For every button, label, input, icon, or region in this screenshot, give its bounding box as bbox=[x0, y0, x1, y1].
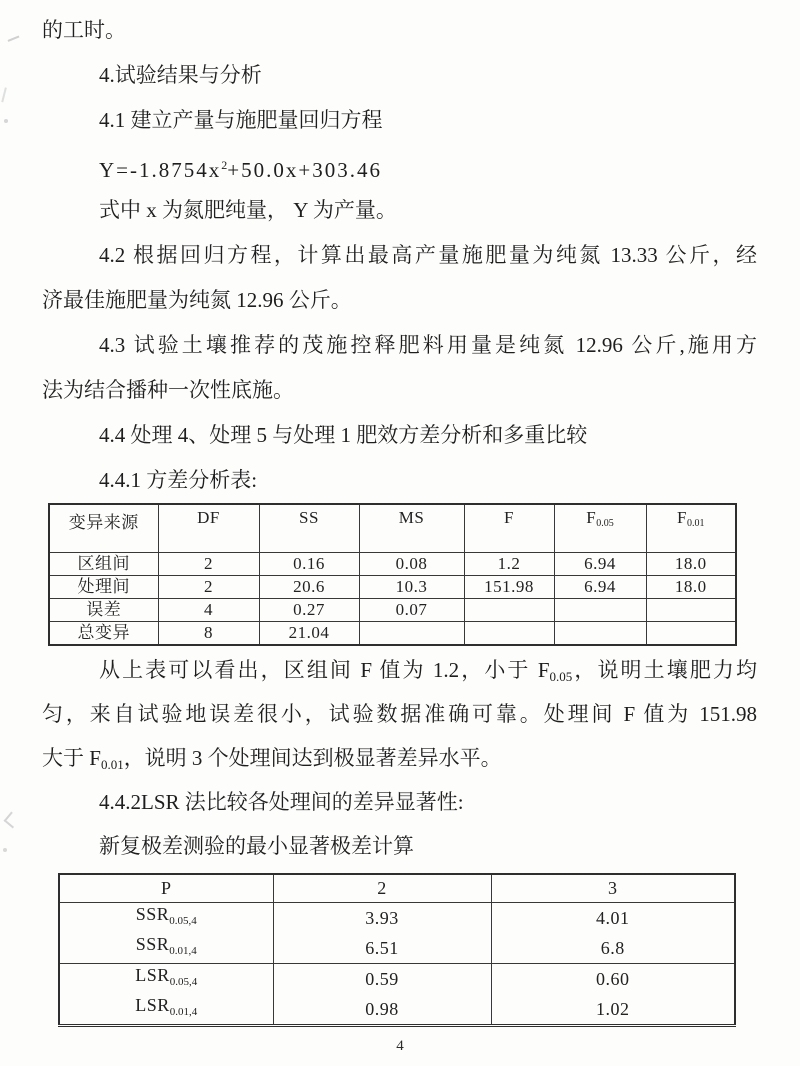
table-cell: 3.93 bbox=[273, 903, 491, 934]
section-4-2-line2: 济最佳施肥量为纯氮 12.96 公斤。 bbox=[42, 288, 352, 312]
row-label: LSR bbox=[135, 995, 170, 1015]
scan-artifact bbox=[4, 812, 21, 829]
section-4-4-2-heading: 4.4.2LSR 法比较各处理间的差异显著性: bbox=[99, 790, 464, 814]
section-4-4-heading: 4.4 处理 4、处理 5 与处理 1 肥效方差分析和多重比较 bbox=[99, 423, 588, 447]
row-label-subscript: 0.05,4 bbox=[169, 976, 198, 988]
table-cell: 0.07 bbox=[359, 599, 464, 622]
scan-artifact bbox=[5, 28, 20, 42]
table-row bbox=[59, 933, 735, 964]
table-cell: 6.51 bbox=[273, 933, 491, 964]
table-cell: 18.0 bbox=[646, 553, 736, 576]
table-cell: 1.2 bbox=[464, 553, 554, 576]
table-cell bbox=[464, 599, 554, 622]
table-cell bbox=[554, 622, 646, 646]
table-cell: 误差 bbox=[49, 599, 158, 622]
row-label-subscript: 0.01,4 bbox=[169, 1006, 198, 1018]
equation-note: 式中 x 为氮肥纯量， Y 为产量。 bbox=[99, 198, 397, 222]
anova-header-f005 bbox=[554, 504, 646, 553]
table-row bbox=[59, 994, 735, 1026]
analysis-line1 bbox=[42, 648, 757, 692]
analysis-line3 bbox=[42, 736, 757, 780]
table-cell: 1.02 bbox=[491, 994, 735, 1026]
table-cell: 0.60 bbox=[491, 964, 735, 995]
regression-equation bbox=[42, 143, 757, 188]
scan-artifact bbox=[4, 119, 8, 123]
row-label-subscript: 0.05,4 bbox=[169, 915, 197, 927]
table-cell: 2 bbox=[158, 576, 259, 599]
f001-subscript: 0.01 bbox=[100, 757, 124, 772]
table-row bbox=[59, 903, 735, 934]
row-label: SSR bbox=[135, 934, 170, 954]
document-content bbox=[42, 8, 757, 1027]
scan-artifact bbox=[3, 848, 7, 852]
table-cell bbox=[59, 903, 273, 934]
lsr-header-row bbox=[59, 874, 735, 903]
row-label: SSR bbox=[135, 904, 170, 924]
table-cell bbox=[646, 622, 736, 646]
analysis-line2: 匀，来自试验地误差很小，试验数据准确可靠。处理间 F 值为 151.98 bbox=[42, 702, 757, 726]
table-cell: 处理间 bbox=[49, 576, 158, 599]
anova-header-df: DF bbox=[158, 504, 259, 553]
table-cell: 0.08 bbox=[359, 553, 464, 576]
lsr-header-p: P bbox=[59, 874, 273, 903]
f001-base: F bbox=[677, 508, 687, 527]
table-cell: 4.01 bbox=[491, 903, 735, 934]
analysis-text: 大于 F bbox=[42, 746, 101, 770]
anova-header-row bbox=[49, 504, 736, 553]
table-cell: 4 bbox=[158, 599, 259, 622]
anova-header-ss: SS bbox=[259, 504, 359, 553]
table-cell: 0.16 bbox=[259, 553, 359, 576]
table-cell: 8 bbox=[158, 622, 259, 646]
table-cell bbox=[59, 994, 273, 1026]
lsr-table-caption: 新复极差测验的最小显著极差计算 bbox=[99, 834, 414, 858]
row-label-subscript: 0.01,4 bbox=[169, 945, 197, 957]
section-4-heading: 4.试验结果与分析 bbox=[99, 63, 262, 87]
anova-header-ms: MS bbox=[359, 504, 464, 553]
row-label: LSR bbox=[135, 965, 170, 985]
table-cell: 0.98 bbox=[273, 994, 491, 1026]
page-number: 4 bbox=[396, 1038, 404, 1054]
table-cell: 20.6 bbox=[259, 576, 359, 599]
table-cell bbox=[646, 599, 736, 622]
analysis-text: ，说明 3 个处理间达到极显著差异水平。 bbox=[123, 746, 502, 770]
equation-tail: +50.0x+303.46 bbox=[227, 158, 382, 182]
table-row bbox=[49, 622, 736, 646]
lsr-header-2: 2 bbox=[273, 874, 491, 903]
table-cell bbox=[59, 964, 273, 995]
scan-artifact bbox=[1, 87, 11, 103]
table-cell: 6.8 bbox=[491, 933, 735, 964]
table-row bbox=[59, 964, 735, 995]
f005-base: F bbox=[586, 508, 597, 527]
table-row bbox=[49, 576, 736, 599]
table-row bbox=[49, 553, 736, 576]
section-4-3-line1: 4.3 试验土壤推荐的茂施控释肥料用量是纯氮 12.96 公斤,施用方 bbox=[99, 333, 757, 357]
table-cell: 18.0 bbox=[646, 576, 736, 599]
table-cell: 6.94 bbox=[554, 553, 646, 576]
anova-header-source: 变异来源 bbox=[49, 504, 158, 553]
table-cell: 区组间 bbox=[49, 553, 158, 576]
table-cell: 10.3 bbox=[359, 576, 464, 599]
section-4-2-line1: 4.2 根据回归方程，计算出最高产量施肥量为纯氮 13.33 公斤，经 bbox=[99, 243, 757, 267]
anova-header-f: F bbox=[464, 504, 554, 553]
equation-base: Y=-1.8754x bbox=[99, 158, 222, 182]
table-cell: 151.98 bbox=[464, 576, 554, 599]
analysis-text: 从上表可以看出，区组间 F 值为 1.2，小于 F bbox=[99, 658, 550, 682]
table-row bbox=[49, 599, 736, 622]
section-4-1-heading: 4.1 建立产量与施肥量回归方程 bbox=[99, 108, 383, 132]
carryover-line: 的工时。 bbox=[42, 18, 126, 42]
f005-sub: 0.05 bbox=[596, 518, 614, 529]
table-cell bbox=[359, 622, 464, 646]
analysis-text: ，说明土壤肥力均 bbox=[572, 658, 758, 682]
lsr-table bbox=[58, 873, 736, 1027]
equation-exponent: 2 bbox=[221, 158, 228, 172]
table-cell: 0.27 bbox=[259, 599, 359, 622]
f005-subscript: 0.05 bbox=[549, 669, 573, 684]
table-cell: 0.59 bbox=[273, 964, 491, 995]
table-cell: 6.94 bbox=[554, 576, 646, 599]
table-cell: 21.04 bbox=[259, 622, 359, 646]
section-4-4-1-heading: 4.4.1 方差分析表: bbox=[99, 468, 258, 492]
anova-header-f001 bbox=[646, 504, 736, 553]
section-4-3-line2: 法为结合播种一次性底施。 bbox=[42, 378, 294, 402]
table-cell bbox=[464, 622, 554, 646]
lsr-header-3: 3 bbox=[491, 874, 735, 903]
table-cell: 总变异 bbox=[49, 622, 158, 646]
table-cell bbox=[554, 599, 646, 622]
f001-sub: 0.01 bbox=[686, 518, 705, 529]
table-cell bbox=[59, 933, 273, 964]
anova-table bbox=[48, 503, 737, 646]
table-cell: 2 bbox=[158, 553, 259, 576]
